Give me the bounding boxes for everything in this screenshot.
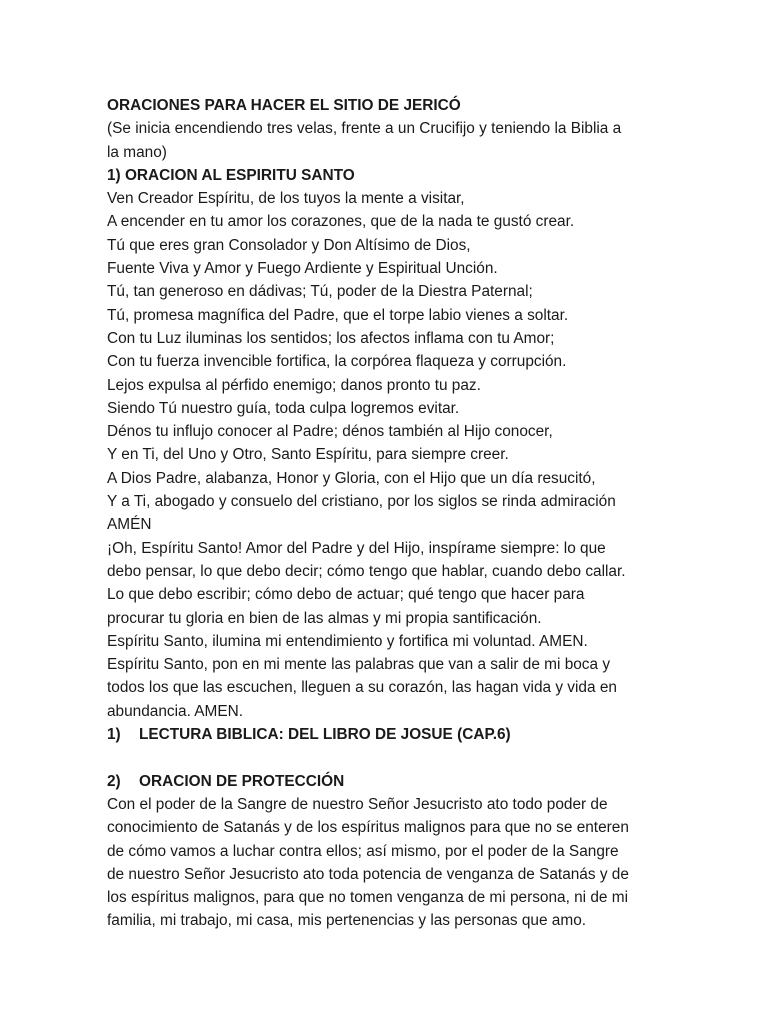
prayer-line: AMÉN [107,516,152,534]
intro-paragraph [107,117,667,164]
prayer-line: Espíritu Santo, pon en mi mente las palabras que van a salir de mi boca y [107,656,611,674]
prayer-line: A encender en tu amor los corazones, que de la nada te gustó crear. [107,213,575,231]
prayer-line: Fuente Viva y Amor y Fuego Ardiente y Espiritual Unción. [107,260,498,278]
blank-line [107,746,667,769]
prayer-line: Lo que debo escribir; cómo debo de actuar; qué tengo que hacer para [107,586,585,604]
intro-line: la mano) [107,143,167,161]
prayer-line: Con tu Luz iluminas los sentidos; los afectos inflama con tu Amor; [107,329,555,347]
prayer-line: debo pensar, lo que debo decir; cómo tengo que hablar, cuando debo callar. [107,562,626,580]
prayer-line: Tú que eres gran Consolador y Don Altísimo de Dios, [107,236,471,254]
prayer-line: procurar tu gloria en bien de las almas y mi propia santificación. [107,609,542,627]
prayer-line: A Dios Padre, alabanza, Honor y Gloria, con el Hijo que un día resucitó, [107,469,596,487]
prayer-line: Espíritu Santo, ilumina mi entendimiento y fortifica mi voluntad. AMEN. [107,632,588,650]
prayer-espiritu-santo [107,187,667,723]
document-page [107,94,667,933]
prayer-line: abundancia. AMEN. [107,702,244,720]
prayer-line: los espíritus malignos, para que no tomen venganza de mi persona, ni de mi [107,889,629,907]
section-heading-proteccion [107,770,667,793]
section-number: 1) [107,726,121,744]
prayer-line: ¡Oh, Espíritu Santo! Amor del Padre y del Hijo, inspírame siempre: lo que [107,539,606,557]
prayer-proteccion [107,793,667,933]
prayer-line: Tú, promesa magnífica del Padre, que el torpe labio vienes a soltar. [107,306,569,324]
prayer-line: Con tu fuerza invencible fortifica, la corpórea flaqueza y corrupción. [107,353,567,371]
prayer-line: Lejos expulsa al pérfido enemigo; danos pronto tu paz. [107,376,481,394]
prayer-line: familia, mi trabajo, mi casa, mis pertenencias y las personas que amo. [107,912,587,930]
prayer-line: Ven Creador Espíritu, de los tuyos la mente a visitar, [107,190,465,208]
section-heading-text: ORACION DE PROTECCIÓN [139,772,345,790]
prayer-line: Y a Ti, abogado y consuelo del cristiano, por los siglos se rinda admiración [107,493,616,511]
prayer-line: de cómo vamos a luchar contra ellos; así mismo, por el poder de la Sangre [107,842,619,860]
intro-line: (Se inicia encendiendo tres velas, frente a un Crucifijo y teniendo la Biblia a [107,120,622,138]
prayer-line: Tú, tan generoso en dádivas; Tú, poder de la Diestra Paternal; [107,283,533,301]
prayer-line: conocimiento de Satanás y de los espíritus malignos para que no se enteren [107,819,629,837]
prayer-line: Siendo Tú nuestro guía, toda culpa logremos evitar. [107,399,460,417]
prayer-line: Y en Ti, del Uno y Otro, Santo Espíritu, para siempre creer. [107,446,509,464]
section-heading-text: LECTURA BIBLICA: DEL LIBRO DE JOSUE (CAP.6) [139,726,511,744]
prayer-line: todos los que las escuchen, lleguen a su corazón, las hagan vida y vida en [107,679,617,697]
prayer-line: Dénos tu influjo conocer al Padre; dénos también al Hijo conocer, [107,423,553,441]
prayer-line: de nuestro Señor Jesucristo ato toda potencia de venganza de Satanás y de [107,865,629,883]
prayer-line: Con el poder de la Sangre de nuestro Señor Jesucristo ato todo poder de [107,795,608,813]
document-title: ORACIONES PARA HACER EL SITIO DE JERICÓ [107,97,461,114]
section-heading-espiritu-santo: 1) ORACION AL ESPIRITU SANTO [107,166,355,184]
section-heading-lectura-biblica [107,723,667,746]
section-number: 2) [107,772,121,790]
